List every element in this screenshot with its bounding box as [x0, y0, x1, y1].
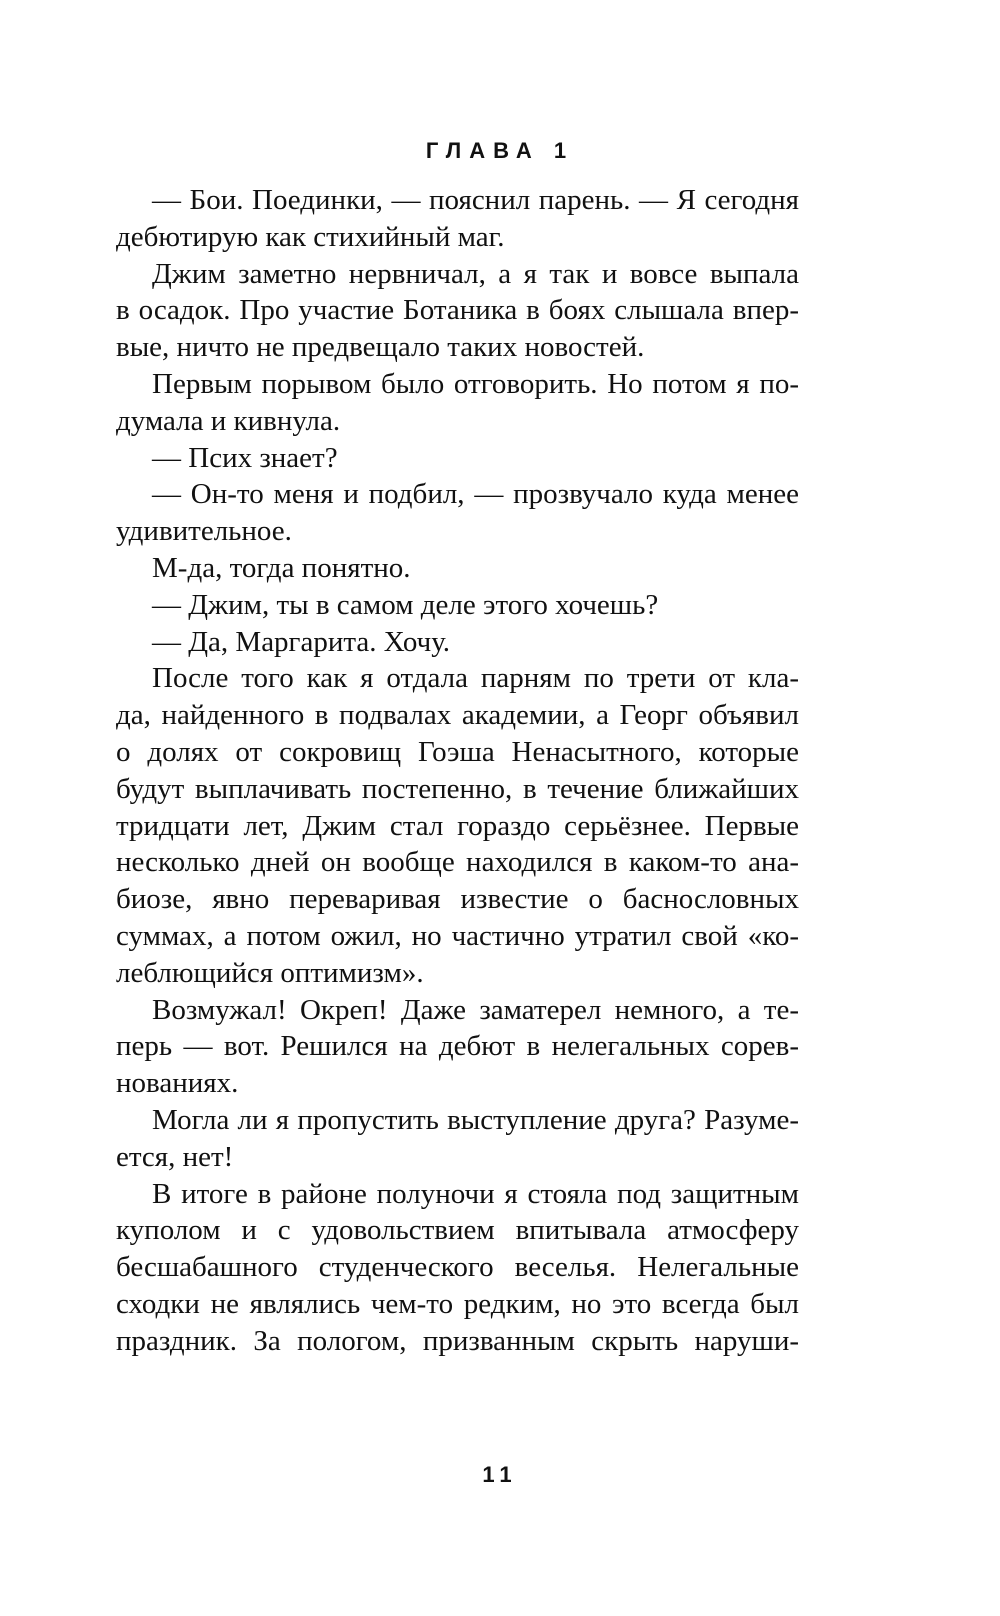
text-line: — Да, Маргарита. Хочу. [152, 625, 451, 658]
text-line: — Псих знает? [152, 441, 338, 474]
text-line: суммах, а потом ожил, но частично утратил свой «ко- [116, 919, 799, 952]
text-line: в осадок. Про участие Ботаника в боях слышала впер- [116, 294, 799, 327]
text-line: удивительное. [116, 515, 292, 548]
text-line: После того как я отдала парням по трети от кла- [152, 662, 799, 695]
text-line: В итоге в районе полуночи я стояла под защитным [152, 1177, 799, 1210]
text-line: сходки не являлись чем-то редким, но это всегда был [116, 1287, 799, 1320]
text-line: о долях от сокровищ Гоэша Ненасытного, которые [116, 735, 799, 768]
text-line: леблющийся оптимизм». [116, 956, 424, 989]
text-line: биозе, явно переваривая известие о баснословных [116, 883, 799, 916]
text-line: нованиях. [116, 1067, 239, 1100]
text-line: праздник. За пологом, призванным скрыть наруши- [116, 1324, 799, 1357]
text-line: — Джим, ты в самом деле этого хочешь? [152, 588, 659, 621]
chapter-title: ГЛАВА 1 [425, 138, 575, 163]
text-line: да, найденного в подвалах академии, а Георг объявил [116, 699, 799, 732]
text-line: Джим заметно нервничал, а я так и вовсе выпала [152, 257, 799, 290]
text-line: — Бои. Поединки, — пояснил парень. — Я сегодня [152, 184, 799, 216]
text-line: бесшабашного студенческого веселья. Нелегальные [116, 1251, 799, 1284]
text-line: дебютирую как стихийный маг. [116, 220, 505, 253]
text-line: Возмужал! Окреп! Даже заматерел немного, а те- [152, 993, 799, 1026]
text-line: Первым порывом было отговорить. Но потом я по- [152, 367, 799, 400]
text-line: будут выплачивать постепенно, в течение ближайших [116, 772, 799, 805]
text-line: ется, нет! [116, 1140, 234, 1173]
text-line: М-да, тогда понятно. [152, 551, 411, 584]
text-line: — Он-то меня и подбил, — прозвучало куда менее [152, 478, 799, 511]
body-text [116, 182, 799, 1360]
text-line: несколько дней он вообще находился в каком-то ана- [116, 846, 799, 879]
text-line: куполом и с удовольствием впитывала атмосферу [116, 1214, 799, 1247]
page-number: 11 [482, 1462, 518, 1487]
text-line: Могла ли я пропустить выступление друга? Разуме- [152, 1103, 799, 1136]
text-line: перь — вот. Решился на дебют в нелегальных сорев- [116, 1030, 799, 1063]
text-line: думала и кивнула. [116, 404, 341, 437]
text-line: тридцати лет, Джим стал гораздо серьёзнее. Первые [116, 809, 799, 842]
text-line: вые, ничто не предвещало таких новостей. [116, 331, 645, 364]
